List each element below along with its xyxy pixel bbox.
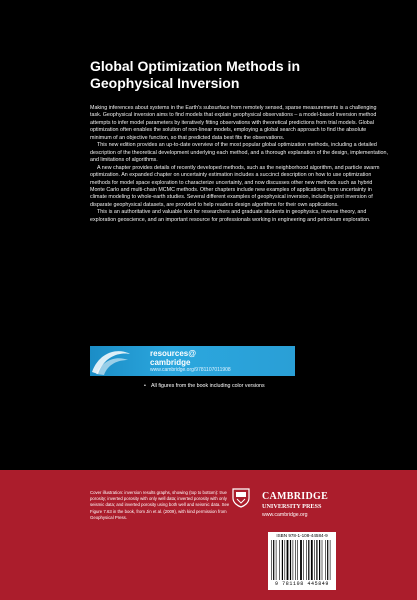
barcode-stripe xyxy=(327,540,328,580)
publisher-name: CAMBRIDGE xyxy=(262,491,329,502)
cambridge-crest-icon xyxy=(232,488,250,508)
resources-logo xyxy=(90,346,295,376)
barcode-stripe xyxy=(325,540,326,580)
barcode-stripe xyxy=(282,540,283,580)
barcode-stripe xyxy=(271,540,272,580)
barcode-stripe xyxy=(314,540,315,580)
blurb-paragraph: A new chapter provides details of recently developed methods, such as the neighborhood algorithm, and particle swarm optimization. An expanded chapter on uncertainty estimation includes a succinct description on how to use optimization methods for model space exploration to characterize uncertainty, and now discusses other new methods such as hybrid Monte Carlo and multi-chain MCMC methods. Other chapters include new examples of applications, from uncertainty in climate modeling to whole-earth studies. Several different examples of geophysical inversion, including joint inversion of disparate geophysical datasets, are provided to help readers design algorithms for their own applications. xyxy=(90,164,380,208)
isbn-barcode xyxy=(268,532,336,590)
barcode-stripe xyxy=(308,540,309,580)
resources-bullet-text: All figures from the book including color versions xyxy=(151,383,265,389)
blurb-paragraph: This new edition provides an up-to-date overview of the most popular global optimization methods, including a detailed description of the theoretical development underlying each method, and a thorough explanation of the design, implementation, and limitations of algorithms. xyxy=(90,142,388,164)
book-title xyxy=(90,58,390,92)
barcode-stripe xyxy=(322,540,323,580)
isbn-digits: 9 781108 445849 xyxy=(274,581,329,587)
resources-panel xyxy=(90,346,295,411)
barcode-stripe xyxy=(293,540,294,580)
barcode-stripe xyxy=(295,540,296,580)
blurb-paragraph: This is an authoritative and valuable text for researchers and graduate students in geophysics, inverse theory, and exploration geoscience, and an important resource for professionals working in engineering and petroleum exploration. xyxy=(90,209,371,223)
barcode-stripe xyxy=(306,540,307,580)
resources-bullet xyxy=(144,382,294,390)
title-line-2: Geophysical Inversion xyxy=(90,75,240,91)
title-line-1: Global Optimization Methods in xyxy=(90,58,300,74)
resources-url[interactable]: www.cambridge.org/9781107011908 xyxy=(150,367,231,373)
cambridge-word: cambridge xyxy=(150,358,191,367)
blurb-paragraph: Making inferences about systems in the Earth's subsurface from remotely sensed, sparse measurements is a challenging task. Geophysical inversion aims to find models that explain geophysical observations – a model-based inversion method attempts to infer model parameters by iteratively fitting observations with theoretical predictions from trial models. Global optimization often enables the solution of non-linear models, employing a global search approach to find the absolute minimum of an objective function, so that predicted data best fits the observations. xyxy=(90,105,377,141)
barcode-stripe xyxy=(311,540,313,580)
barcode-stripe xyxy=(316,540,317,580)
barcode-stripe xyxy=(303,540,304,580)
barcode-stripe xyxy=(285,540,286,580)
isbn-label: ISBN 978-1-108-44584-9 xyxy=(276,533,328,538)
barcode-stripe xyxy=(319,540,320,580)
barcode-stripe xyxy=(279,540,280,580)
resources-word: resources@ xyxy=(150,349,197,358)
barcode-bars xyxy=(271,540,333,580)
blurb xyxy=(90,105,388,224)
barcode-stripe xyxy=(287,540,289,580)
publisher-website[interactable]: www.cambridge.org xyxy=(262,512,308,518)
barcode-stripe xyxy=(297,540,298,580)
publisher-press: UNIVERSITY PRESS xyxy=(262,503,322,510)
cover-credits: Cover illustration: inversion results graphs, showing (top to bottom): true porosity; inverted porosity with only well data; inverted porosity with only seismic data; and inverted porosity using both well and seismic data. See Figure 7.63 in the book, from Jin et al. (2009), with kind permission from Geophysical Press. xyxy=(90,490,230,520)
swirl-icon xyxy=(90,346,132,376)
barcode-stripe xyxy=(276,540,277,580)
barcode-stripe xyxy=(300,540,302,580)
bullet-icon: • xyxy=(144,383,146,389)
barcode-stripe xyxy=(290,540,291,580)
barcode-stripe xyxy=(273,540,274,580)
barcode-stripe xyxy=(330,540,331,580)
